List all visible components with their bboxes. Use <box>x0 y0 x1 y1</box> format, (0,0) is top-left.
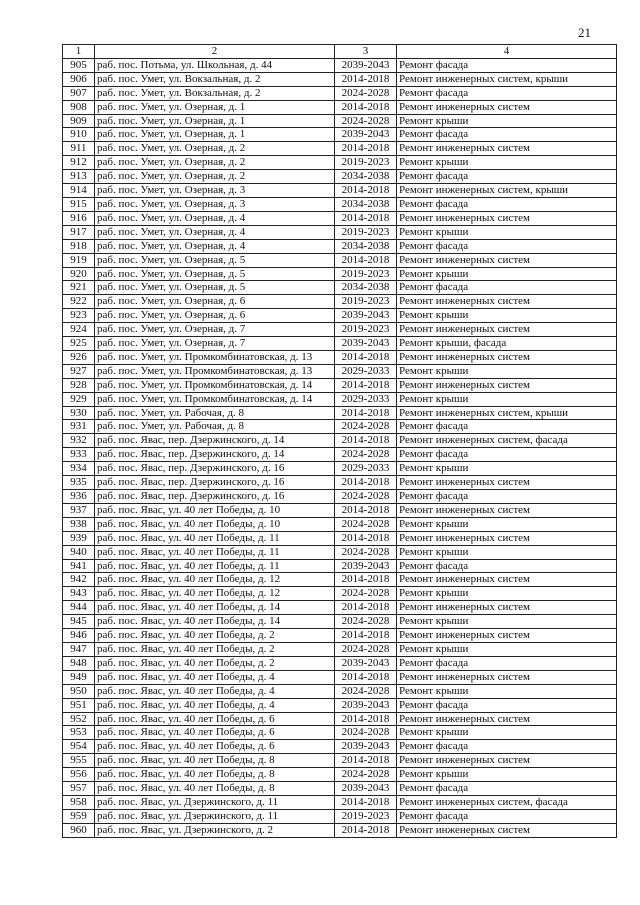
row-number-cell: 957 <box>63 782 95 796</box>
address-cell: раб. пос. Умет, ул. Озерная, д. 4 <box>95 225 335 239</box>
period-cell: 2039-2043 <box>335 656 397 670</box>
work-type-cell: Ремонт инженерных систем <box>397 670 617 684</box>
address-cell: раб. пос. Явас, ул. 40 лет Победы, д. 2 <box>95 629 335 643</box>
address-cell: раб. пос. Явас, пер. Дзержинского, д. 14 <box>95 448 335 462</box>
address-cell: раб. пос. Явас, ул. 40 лет Победы, д. 10 <box>95 503 335 517</box>
address-cell: раб. пос. Умет, ул. Озерная, д. 4 <box>95 239 335 253</box>
address-cell: раб. пос. Явас, ул. 40 лет Победы, д. 11 <box>95 545 335 559</box>
table-row <box>63 364 617 378</box>
address-cell: раб. пос. Умет, ул. Озерная, д. 7 <box>95 323 335 337</box>
work-type-cell: Ремонт инженерных систем, фасада <box>397 434 617 448</box>
row-number-cell: 919 <box>63 253 95 267</box>
table-row <box>63 156 617 170</box>
period-cell: 2034-2038 <box>335 281 397 295</box>
work-type-cell: Ремонт крыши <box>397 615 617 629</box>
table-row <box>63 406 617 420</box>
address-cell: раб. пос. Явас, ул. 40 лет Победы, д. 14 <box>95 601 335 615</box>
row-number-cell: 913 <box>63 170 95 184</box>
table-row <box>63 615 617 629</box>
table-row <box>63 114 617 128</box>
period-cell: 2024-2028 <box>335 517 397 531</box>
address-cell: раб. пос. Явас, пер. Дзержинского, д. 16 <box>95 462 335 476</box>
address-cell: раб. пос. Умет, ул. Промкомбинатовская, д. 14 <box>95 392 335 406</box>
period-cell: 2024-2028 <box>335 86 397 100</box>
period-cell: 2024-2028 <box>335 114 397 128</box>
table-row <box>63 559 617 573</box>
row-number-cell: 941 <box>63 559 95 573</box>
address-cell: раб. пос. Умет, ул. Озерная, д. 6 <box>95 309 335 323</box>
work-type-cell: Ремонт фасада <box>397 698 617 712</box>
table-row <box>63 809 617 823</box>
table-row <box>63 503 617 517</box>
row-number-cell: 945 <box>63 615 95 629</box>
address-cell: раб. пос. Явас, пер. Дзержинского, д. 14 <box>95 434 335 448</box>
address-cell: раб. пос. Явас, ул. 40 лет Победы, д. 2 <box>95 656 335 670</box>
work-type-cell: Ремонт инженерных систем <box>397 476 617 490</box>
table-row <box>63 350 617 364</box>
period-cell: 2014-2018 <box>335 712 397 726</box>
table-row <box>63 58 617 72</box>
work-type-cell: Ремонт фасада <box>397 86 617 100</box>
work-type-cell: Ремонт фасада <box>397 490 617 504</box>
row-number-cell: 952 <box>63 712 95 726</box>
work-type-cell: Ремонт инженерных систем <box>397 629 617 643</box>
address-cell: раб. пос. Явас, ул. 40 лет Победы, д. 12 <box>95 573 335 587</box>
table-row <box>63 656 617 670</box>
period-cell: 2039-2043 <box>335 740 397 754</box>
period-cell: 2014-2018 <box>335 72 397 86</box>
address-cell: раб. пос. Явас, ул. 40 лет Победы, д. 8 <box>95 754 335 768</box>
work-type-cell: Ремонт инженерных систем, крыши <box>397 72 617 86</box>
address-cell: раб. пос. Явас, пер. Дзержинского, д. 16 <box>95 476 335 490</box>
row-number-cell: 915 <box>63 197 95 211</box>
work-type-cell: Ремонт крыши <box>397 768 617 782</box>
column-header: 1 <box>63 45 95 59</box>
table-row <box>63 239 617 253</box>
work-type-cell: Ремонт инженерных систем <box>397 754 617 768</box>
row-number-cell: 950 <box>63 684 95 698</box>
period-cell: 2014-2018 <box>335 823 397 837</box>
row-number-cell: 933 <box>63 448 95 462</box>
table-row <box>63 545 617 559</box>
period-cell: 2039-2043 <box>335 782 397 796</box>
address-cell: раб. пос. Явас, ул. 40 лет Победы, д. 6 <box>95 712 335 726</box>
row-number-cell: 916 <box>63 211 95 225</box>
address-cell: раб. пос. Явас, ул. 40 лет Победы, д. 4 <box>95 698 335 712</box>
table-row <box>63 323 617 337</box>
period-cell: 2014-2018 <box>335 142 397 156</box>
table-row <box>63 587 617 601</box>
period-cell: 2024-2028 <box>335 768 397 782</box>
work-type-cell: Ремонт фасада <box>397 281 617 295</box>
work-type-cell: Ремонт крыши <box>397 156 617 170</box>
period-cell: 2014-2018 <box>335 795 397 809</box>
work-type-cell: Ремонт крыши <box>397 545 617 559</box>
row-number-cell: 914 <box>63 184 95 198</box>
period-cell: 2014-2018 <box>335 601 397 615</box>
table-row <box>63 823 617 837</box>
work-type-cell: Ремонт инженерных систем <box>397 573 617 587</box>
period-cell: 2039-2043 <box>335 559 397 573</box>
work-type-cell: Ремонт инженерных систем <box>397 378 617 392</box>
period-cell: 2024-2028 <box>335 726 397 740</box>
work-type-cell: Ремонт фасада <box>397 740 617 754</box>
address-cell: раб. пос. Умет, ул. Озерная, д. 7 <box>95 337 335 351</box>
address-cell: раб. пос. Умет, ул. Озерная, д. 2 <box>95 142 335 156</box>
row-number-cell: 909 <box>63 114 95 128</box>
row-number-cell: 947 <box>63 642 95 656</box>
period-cell: 2024-2028 <box>335 448 397 462</box>
row-number-cell: 944 <box>63 601 95 615</box>
address-cell: раб. пос. Умет, ул. Озерная, д. 1 <box>95 128 335 142</box>
row-number-cell: 936 <box>63 490 95 504</box>
table-row <box>63 754 617 768</box>
period-cell: 2034-2038 <box>335 239 397 253</box>
table-row <box>63 392 617 406</box>
row-number-cell: 912 <box>63 156 95 170</box>
column-header: 3 <box>335 45 397 59</box>
address-cell: раб. пос. Явас, ул. Дзержинского, д. 2 <box>95 823 335 837</box>
address-cell: раб. пос. Умет, ул. Озерная, д. 1 <box>95 114 335 128</box>
period-cell: 2039-2043 <box>335 128 397 142</box>
table-row <box>63 782 617 796</box>
row-number-cell: 960 <box>63 823 95 837</box>
row-number-cell: 926 <box>63 350 95 364</box>
work-type-cell: Ремонт инженерных систем <box>397 323 617 337</box>
table-row <box>63 267 617 281</box>
address-cell: раб. пос. Умет, ул. Рабочая, д. 8 <box>95 420 335 434</box>
row-number-cell: 937 <box>63 503 95 517</box>
row-number-cell: 921 <box>63 281 95 295</box>
table-row <box>63 86 617 100</box>
address-cell: раб. пос. Явас, ул. 40 лет Победы, д. 8 <box>95 768 335 782</box>
table-row <box>63 211 617 225</box>
address-cell: раб. пос. Явас, ул. 40 лет Победы, д. 6 <box>95 726 335 740</box>
address-cell: раб. пос. Явас, ул. Дзержинского, д. 11 <box>95 795 335 809</box>
work-type-cell: Ремонт инженерных систем, фасада <box>397 795 617 809</box>
address-cell: раб. пос. Явас, ул. 40 лет Победы, д. 4 <box>95 684 335 698</box>
work-type-cell: Ремонт фасада <box>397 448 617 462</box>
address-cell: раб. пос. Умет, ул. Промкомбинатовская, д. 13 <box>95 350 335 364</box>
table-row <box>63 225 617 239</box>
work-type-cell: Ремонт крыши <box>397 114 617 128</box>
period-cell: 2014-2018 <box>335 754 397 768</box>
period-cell: 2014-2018 <box>335 476 397 490</box>
work-type-cell: Ремонт крыши <box>397 684 617 698</box>
row-number-cell: 956 <box>63 768 95 782</box>
address-cell: раб. пос. Умет, ул. Промкомбинатовская, д. 13 <box>95 364 335 378</box>
row-number-cell: 932 <box>63 434 95 448</box>
table-row <box>63 128 617 142</box>
address-cell: раб. пос. Явас, ул. 40 лет Победы, д. 12 <box>95 587 335 601</box>
address-cell: раб. пос. Умет, ул. Промкомбинатовская, д. 14 <box>95 378 335 392</box>
table-row <box>63 434 617 448</box>
table-body <box>63 58 617 837</box>
address-cell: раб. пос. Явас, ул. 40 лет Победы, д. 4 <box>95 670 335 684</box>
period-cell: 2024-2028 <box>335 615 397 629</box>
work-type-cell: Ремонт крыши <box>397 364 617 378</box>
work-type-cell: Ремонт крыши <box>397 726 617 740</box>
address-cell: раб. пос. Умет, ул. Озерная, д. 3 <box>95 197 335 211</box>
table-row <box>63 170 617 184</box>
row-number-cell: 951 <box>63 698 95 712</box>
row-number-cell: 930 <box>63 406 95 420</box>
period-cell: 2024-2028 <box>335 490 397 504</box>
address-cell: раб. пос. Умет, ул. Озерная, д. 2 <box>95 156 335 170</box>
address-cell: раб. пос. Явас, пер. Дзержинского, д. 16 <box>95 490 335 504</box>
address-cell: раб. пос. Умет, ул. Вокзальная, д. 2 <box>95 86 335 100</box>
table-row <box>63 420 617 434</box>
work-type-cell: Ремонт крыши <box>397 517 617 531</box>
address-cell: раб. пос. Умет, ул. Озерная, д. 5 <box>95 253 335 267</box>
table-row <box>63 573 617 587</box>
repair-schedule-table <box>62 44 617 838</box>
table-row <box>63 684 617 698</box>
address-cell: раб. пос. Умет, ул. Озерная, д. 5 <box>95 281 335 295</box>
period-cell: 2014-2018 <box>335 670 397 684</box>
table-row <box>63 629 617 643</box>
row-number-cell: 929 <box>63 392 95 406</box>
address-cell: раб. пос. Умет, ул. Озерная, д. 6 <box>95 295 335 309</box>
row-number-cell: 934 <box>63 462 95 476</box>
table-header-row <box>63 45 617 59</box>
row-number-cell: 927 <box>63 364 95 378</box>
period-cell: 2014-2018 <box>335 211 397 225</box>
address-cell: раб. пос. Явас, ул. Дзержинского, д. 11 <box>95 809 335 823</box>
work-type-cell: Ремонт инженерных систем <box>397 100 617 114</box>
period-cell: 2014-2018 <box>335 378 397 392</box>
table-row <box>63 378 617 392</box>
work-type-cell: Ремонт крыши <box>397 225 617 239</box>
row-number-cell: 924 <box>63 323 95 337</box>
table-row <box>63 642 617 656</box>
row-number-cell: 908 <box>63 100 95 114</box>
table-row <box>63 768 617 782</box>
period-cell: 2014-2018 <box>335 434 397 448</box>
table-row <box>63 462 617 476</box>
row-number-cell: 958 <box>63 795 95 809</box>
period-cell: 2014-2018 <box>335 573 397 587</box>
period-cell: 2034-2038 <box>335 170 397 184</box>
row-number-cell: 917 <box>63 225 95 239</box>
period-cell: 2039-2043 <box>335 698 397 712</box>
work-type-cell: Ремонт крыши <box>397 462 617 476</box>
table-row <box>63 309 617 323</box>
work-type-cell: Ремонт инженерных систем <box>397 823 617 837</box>
table-row <box>63 281 617 295</box>
address-cell: раб. пос. Явас, ул. 40 лет Победы, д. 14 <box>95 615 335 629</box>
work-type-cell: Ремонт фасада <box>397 782 617 796</box>
work-type-cell: Ремонт фасада <box>397 170 617 184</box>
period-cell: 2014-2018 <box>335 350 397 364</box>
period-cell: 2024-2028 <box>335 684 397 698</box>
period-cell: 2014-2018 <box>335 100 397 114</box>
table-row <box>63 337 617 351</box>
period-cell: 2024-2028 <box>335 587 397 601</box>
work-type-cell: Ремонт инженерных систем, крыши <box>397 184 617 198</box>
address-cell: раб. пос. Умет, ул. Озерная, д. 5 <box>95 267 335 281</box>
period-cell: 2039-2043 <box>335 58 397 72</box>
work-type-cell: Ремонт фасада <box>397 197 617 211</box>
address-cell: раб. пос. Умет, ул. Рабочая, д. 8 <box>95 406 335 420</box>
row-number-cell: 925 <box>63 337 95 351</box>
row-number-cell: 907 <box>63 86 95 100</box>
table-row <box>63 490 617 504</box>
table-row <box>63 712 617 726</box>
period-cell: 2024-2028 <box>335 420 397 434</box>
period-cell: 2024-2028 <box>335 545 397 559</box>
period-cell: 2014-2018 <box>335 406 397 420</box>
address-cell: раб. пос. Явас, ул. 40 лет Победы, д. 8 <box>95 782 335 796</box>
address-cell: раб. пос. Умет, ул. Озерная, д. 1 <box>95 100 335 114</box>
period-cell: 2029-2033 <box>335 392 397 406</box>
work-type-cell: Ремонт инженерных систем <box>397 253 617 267</box>
row-number-cell: 910 <box>63 128 95 142</box>
work-type-cell: Ремонт фасада <box>397 239 617 253</box>
work-type-cell: Ремонт фасада <box>397 656 617 670</box>
address-cell: раб. пос. Явас, ул. 40 лет Победы, д. 6 <box>95 740 335 754</box>
work-type-cell: Ремонт фасада <box>397 58 617 72</box>
period-cell: 2039-2043 <box>335 337 397 351</box>
row-number-cell: 935 <box>63 476 95 490</box>
work-type-cell: Ремонт крыши <box>397 309 617 323</box>
row-number-cell: 948 <box>63 656 95 670</box>
period-cell: 2014-2018 <box>335 184 397 198</box>
period-cell: 2014-2018 <box>335 503 397 517</box>
work-type-cell: Ремонт крыши <box>397 392 617 406</box>
address-cell: раб. пос. Умет, ул. Вокзальная, д. 2 <box>95 72 335 86</box>
table-row <box>63 795 617 809</box>
row-number-cell: 905 <box>63 58 95 72</box>
work-type-cell: Ремонт инженерных систем, крыши <box>397 406 617 420</box>
work-type-cell: Ремонт крыши <box>397 642 617 656</box>
address-cell: раб. пос. Явас, ул. 40 лет Победы, д. 2 <box>95 642 335 656</box>
address-cell: раб. пос. Явас, ул. 40 лет Победы, д. 11 <box>95 559 335 573</box>
table-row <box>63 142 617 156</box>
work-type-cell: Ремонт крыши <box>397 267 617 281</box>
work-type-cell: Ремонт фасада <box>397 809 617 823</box>
row-number-cell: 928 <box>63 378 95 392</box>
column-header: 2 <box>95 45 335 59</box>
row-number-cell: 920 <box>63 267 95 281</box>
row-number-cell: 953 <box>63 726 95 740</box>
work-type-cell: Ремонт инженерных систем <box>397 350 617 364</box>
period-cell: 2019-2023 <box>335 156 397 170</box>
work-type-cell: Ремонт фасада <box>397 559 617 573</box>
work-type-cell: Ремонт инженерных систем <box>397 142 617 156</box>
table-row <box>63 448 617 462</box>
period-cell: 2029-2033 <box>335 462 397 476</box>
row-number-cell: 949 <box>63 670 95 684</box>
work-type-cell: Ремонт инженерных систем <box>397 503 617 517</box>
row-number-cell: 922 <box>63 295 95 309</box>
period-cell: 2029-2033 <box>335 364 397 378</box>
address-cell: раб. пос. Потьма, ул. Школьная, д. 44 <box>95 58 335 72</box>
period-cell: 2019-2023 <box>335 323 397 337</box>
period-cell: 2019-2023 <box>335 225 397 239</box>
period-cell: 2014-2018 <box>335 253 397 267</box>
row-number-cell: 931 <box>63 420 95 434</box>
work-type-cell: Ремонт инженерных систем <box>397 211 617 225</box>
row-number-cell: 938 <box>63 517 95 531</box>
row-number-cell: 906 <box>63 72 95 86</box>
period-cell: 2019-2023 <box>335 267 397 281</box>
work-type-cell: Ремонт крыши <box>397 587 617 601</box>
table-row <box>63 100 617 114</box>
address-cell: раб. пос. Явас, ул. 40 лет Победы, д. 11 <box>95 531 335 545</box>
period-cell: 2014-2018 <box>335 531 397 545</box>
work-type-cell: Ремонт инженерных систем <box>397 601 617 615</box>
table-row <box>63 197 617 211</box>
address-cell: раб. пос. Умет, ул. Озерная, д. 3 <box>95 184 335 198</box>
table-row <box>63 698 617 712</box>
page-number: 21 <box>578 25 591 40</box>
row-number-cell: 954 <box>63 740 95 754</box>
period-cell: 2019-2023 <box>335 295 397 309</box>
table-row <box>63 253 617 267</box>
table-row <box>63 740 617 754</box>
work-type-cell: Ремонт фасада <box>397 128 617 142</box>
work-type-cell: Ремонт инженерных систем <box>397 295 617 309</box>
table-row <box>63 295 617 309</box>
table-row <box>63 476 617 490</box>
period-cell: 2039-2043 <box>335 309 397 323</box>
row-number-cell: 940 <box>63 545 95 559</box>
table-row <box>63 670 617 684</box>
period-cell: 2014-2018 <box>335 629 397 643</box>
period-cell: 2034-2038 <box>335 197 397 211</box>
column-header: 4 <box>397 45 617 59</box>
period-cell: 2024-2028 <box>335 642 397 656</box>
work-type-cell: Ремонт инженерных систем <box>397 712 617 726</box>
address-cell: раб. пос. Умет, ул. Озерная, д. 2 <box>95 170 335 184</box>
row-number-cell: 918 <box>63 239 95 253</box>
table-row <box>63 72 617 86</box>
row-number-cell: 943 <box>63 587 95 601</box>
row-number-cell: 911 <box>63 142 95 156</box>
period-cell: 2019-2023 <box>335 809 397 823</box>
row-number-cell: 939 <box>63 531 95 545</box>
work-type-cell: Ремонт инженерных систем <box>397 531 617 545</box>
table-row <box>63 531 617 545</box>
table-row <box>63 726 617 740</box>
row-number-cell: 942 <box>63 573 95 587</box>
table-row <box>63 601 617 615</box>
row-number-cell: 955 <box>63 754 95 768</box>
address-cell: раб. пос. Умет, ул. Озерная, д. 4 <box>95 211 335 225</box>
work-type-cell: Ремонт фасада <box>397 420 617 434</box>
row-number-cell: 959 <box>63 809 95 823</box>
row-number-cell: 923 <box>63 309 95 323</box>
address-cell: раб. пос. Явас, ул. 40 лет Победы, д. 10 <box>95 517 335 531</box>
row-number-cell: 946 <box>63 629 95 643</box>
work-type-cell: Ремонт крыши, фасада <box>397 337 617 351</box>
table-row <box>63 184 617 198</box>
table-row <box>63 517 617 531</box>
